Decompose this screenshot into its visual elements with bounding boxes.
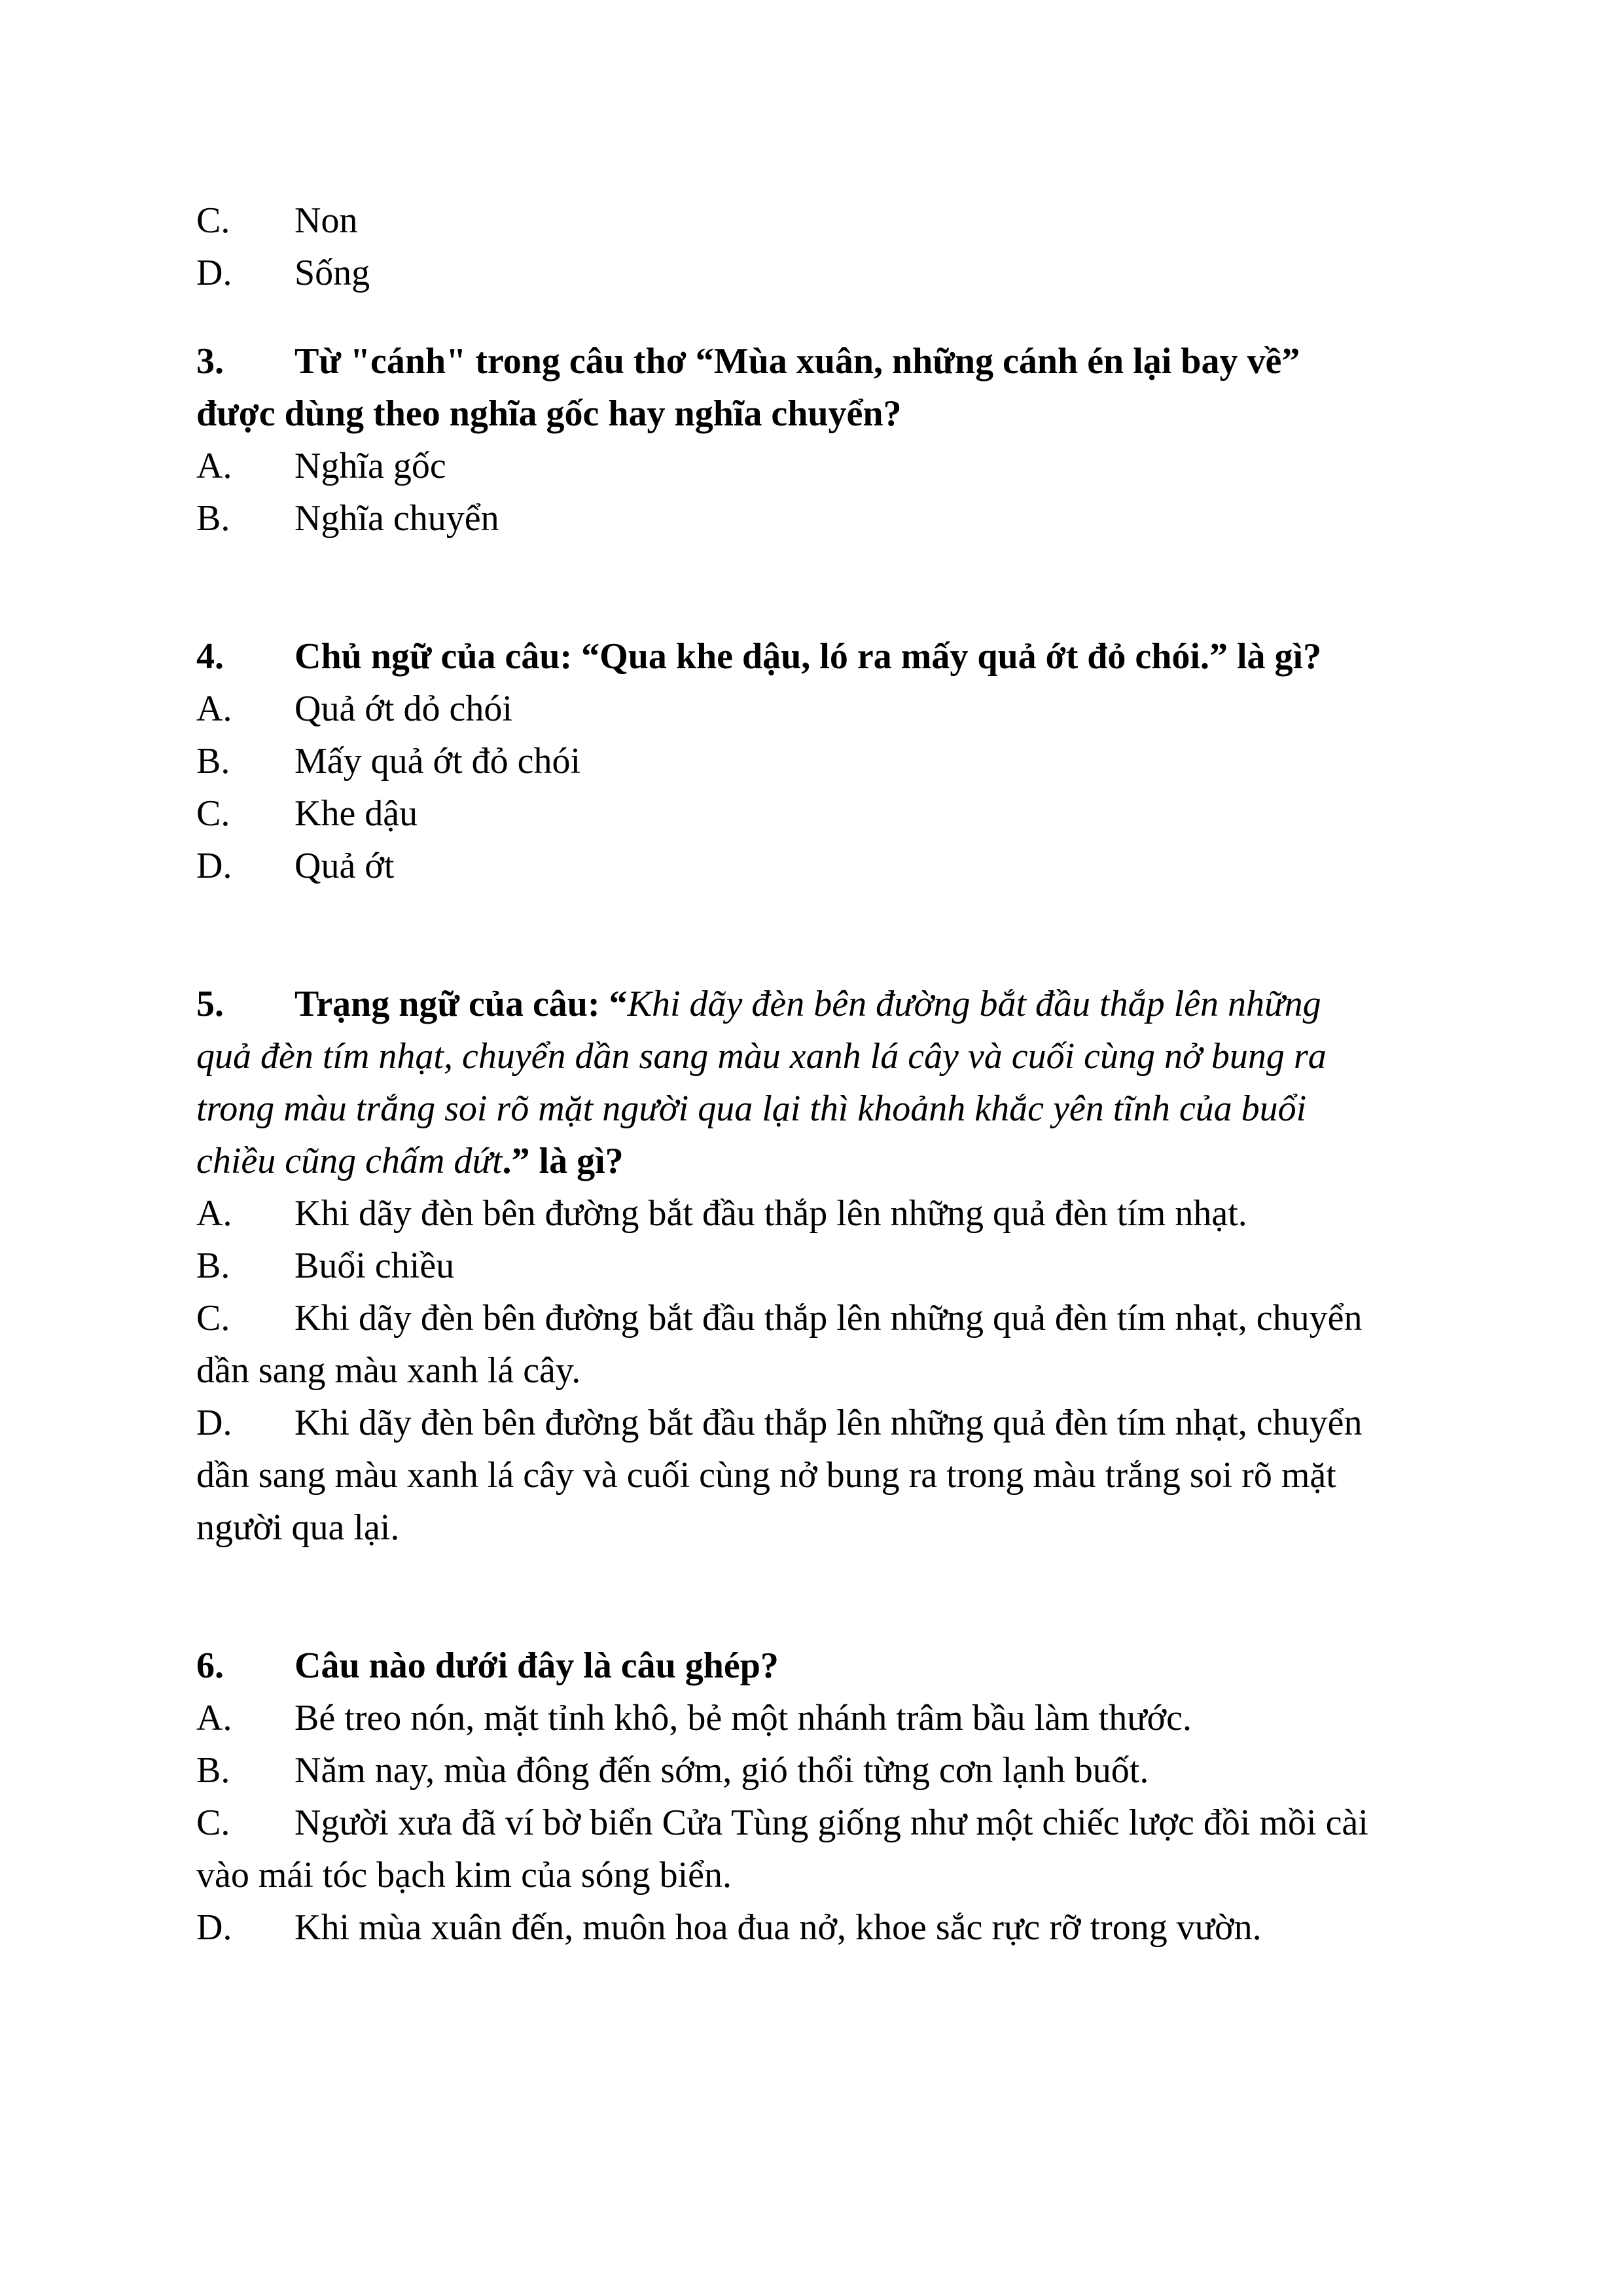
q2-option-c	[196, 194, 1440, 247]
option-label: B.	[196, 498, 230, 539]
question-text: Từ "cánh" trong câu thơ “Mùa xuân, những cánh én lại bay về”	[294, 341, 1300, 382]
option-label: D.	[196, 253, 232, 293]
question-text: Câu nào dưới đây là câu ghép?	[294, 1645, 779, 1686]
option-text: Sống	[294, 253, 370, 293]
question-number: 6.	[196, 1645, 224, 1686]
q6-option-d	[196, 1901, 1440, 1954]
q4-option-c	[196, 787, 1440, 840]
option-text: vào mái tóc bạch kim của sóng biển.	[196, 1855, 732, 1895]
quoted-sentence: trong màu trắng soi rõ mặt người qua lại thì khoảnh khắc yên tĩnh của buổi	[196, 1088, 1307, 1129]
quoted-sentence: Khi dãy đèn bên đường bắt đầu thắp lên những	[627, 984, 1321, 1024]
q4-question	[196, 630, 1440, 683]
option-label: D.	[196, 846, 232, 886]
option-label: D.	[196, 1907, 232, 1948]
question-number: 5.	[196, 984, 224, 1024]
question-text: được dùng theo nghĩa gốc hay nghĩa chuyển?	[196, 393, 902, 434]
q4-option-d	[196, 840, 1440, 892]
option-text: dần sang màu xanh lá cây.	[196, 1350, 581, 1391]
option-text: Mấy quả ớt đỏ chói	[294, 741, 581, 781]
q5-option-c	[196, 1292, 1440, 1344]
q2-option-d	[196, 247, 1440, 299]
option-label: B.	[196, 741, 230, 781]
question-lead: Trạng ngữ của câu: “	[294, 984, 628, 1024]
q5-question-line1	[196, 978, 1440, 1030]
option-text: người qua lại.	[196, 1507, 400, 1548]
option-text: Quả ớt dỏ chói	[294, 689, 512, 729]
option-text: Khi dãy đèn bên đường bắt đầu thắp lên những quả đèn tím nhạt.	[294, 1193, 1247, 1234]
quoted-sentence: quả đèn tím nhạt, chuyển dần sang màu xanh lá cây và cuối cùng nở bung ra	[196, 1036, 1327, 1077]
q3-question-line2	[196, 387, 1440, 440]
q4-option-a	[196, 683, 1440, 735]
option-text: dần sang màu xanh lá cây và cuối cùng nở bung ra trong màu trắng soi rõ mặt	[196, 1455, 1336, 1496]
q6-option-a	[196, 1692, 1440, 1744]
q3-option-b	[196, 492, 1440, 545]
option-label: A.	[196, 689, 232, 729]
question-tail: .” là gì?	[502, 1141, 624, 1181]
option-text: Khe dậu	[294, 793, 418, 834]
q6-option-c	[196, 1797, 1440, 1849]
option-text: Nghĩa chuyển	[294, 498, 499, 539]
q5-question-line3	[196, 1083, 1440, 1135]
option-label: C.	[196, 1803, 230, 1843]
quoted-sentence: chiều cũng chấm dứt	[196, 1141, 503, 1181]
option-label: C.	[196, 793, 230, 834]
question-number: 4.	[196, 636, 224, 677]
option-text: Nghĩa gốc	[294, 446, 446, 486]
q6-option-c-cont	[196, 1849, 1440, 1901]
q5-question-line4	[196, 1135, 1440, 1187]
option-label: A.	[196, 446, 232, 486]
option-label: A.	[196, 1193, 232, 1234]
option-text: Quả ớt	[294, 846, 395, 886]
option-text: Năm nay, mùa đông đến sớm, gió thổi từng cơn lạnh buốt.	[294, 1750, 1149, 1791]
option-text: Khi mùa xuân đến, muôn hoa đua nở, khoe sắc rực rỡ trong vườn.	[294, 1907, 1262, 1948]
option-text: Khi dãy đèn bên đường bắt đầu thắp lên những quả đèn tím nhạt, chuyển	[294, 1403, 1363, 1443]
option-label: B.	[196, 1246, 230, 1286]
option-text: Người xưa đã ví bờ biển Cửa Tùng giống như một chiếc lược đồi mồi cài	[294, 1803, 1368, 1843]
option-label: C.	[196, 200, 230, 241]
option-text: Bé treo nón, mặt tỉnh khô, bẻ một nhánh trâm bầu làm thước.	[294, 1698, 1192, 1738]
q4-option-b	[196, 735, 1440, 787]
q5-option-a	[196, 1187, 1440, 1240]
q5-question-line2	[196, 1030, 1440, 1083]
q5-option-d	[196, 1397, 1440, 1449]
option-label: D.	[196, 1403, 232, 1443]
q5-option-d-cont1	[196, 1449, 1440, 1501]
q3-question-line1	[196, 335, 1440, 387]
q5-option-c-cont	[196, 1344, 1440, 1397]
question-text: Chủ ngữ của câu: “Qua khe dậu, ló ra mấy quả ớt đỏ chói.” là gì?	[294, 636, 1322, 677]
option-text: Khi dãy đèn bên đường bắt đầu thắp lên những quả đèn tím nhạt, chuyển	[294, 1298, 1363, 1338]
q5-option-d-cont2	[196, 1501, 1440, 1554]
q6-option-b	[196, 1744, 1440, 1797]
option-label: C.	[196, 1298, 230, 1338]
option-label: B.	[196, 1750, 230, 1791]
q3-option-a	[196, 440, 1440, 492]
question-number: 3.	[196, 341, 224, 382]
q6-question	[196, 1640, 1440, 1692]
option-text: Non	[294, 200, 358, 241]
option-label: A.	[196, 1698, 232, 1738]
q5-option-b	[196, 1240, 1440, 1292]
option-text: Buổi chiều	[294, 1246, 455, 1286]
